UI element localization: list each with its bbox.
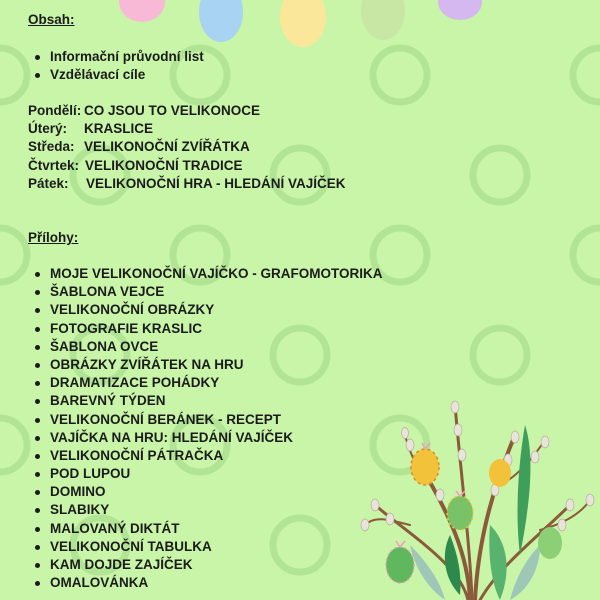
list-item: POD LUPOU bbox=[50, 465, 383, 483]
list-item: Informační průvodní list bbox=[50, 48, 204, 66]
overview-heading: Obsah: bbox=[28, 12, 75, 27]
easter-egg-icon bbox=[489, 459, 511, 487]
list-item: ŠABLONA VEJCE bbox=[50, 283, 383, 301]
easter-bouquet-illustration bbox=[350, 395, 600, 600]
list-item: DOMINO bbox=[50, 483, 383, 501]
list-item: SLABIKY bbox=[50, 501, 383, 519]
attachments-heading: Přílohy: bbox=[28, 230, 79, 245]
list-item: VELIKONOČNÍ OBRÁZKY bbox=[50, 301, 383, 319]
overview-list bbox=[50, 48, 204, 84]
day-topic: KRASLICE bbox=[84, 121, 154, 137]
list-item: OMALOVÁNKA bbox=[50, 574, 383, 592]
day-label: Pátek: bbox=[28, 175, 69, 191]
easter-egg-icon bbox=[411, 449, 439, 485]
list-item: BAREVNÝ TÝDEN bbox=[50, 392, 383, 410]
list-item: Vzdělávací cíle bbox=[50, 66, 204, 84]
easter-egg-icon bbox=[538, 527, 562, 559]
day-topic: VELIKONOČNÍ HRA - HLEDÁNÍ VAJÍČEK bbox=[86, 175, 346, 191]
attachments-list bbox=[50, 265, 383, 592]
list-item: DRAMATIZACE POHÁDKY bbox=[50, 374, 383, 392]
list-item: ŠABLONA OVCE bbox=[50, 338, 383, 356]
easter-egg-icon bbox=[386, 547, 414, 583]
day-label: Úterý: bbox=[28, 121, 68, 137]
list-item: FOTOGRAFIE KRASLIC bbox=[50, 320, 383, 338]
list-item: KAM DOJDE ZAJÍČEK bbox=[50, 556, 383, 574]
list-item: MOJE VELIKONOČNÍ VAJÍČKO - GRAFOMOTORIKA bbox=[50, 265, 383, 283]
day-label: Středa: bbox=[28, 139, 75, 155]
list-item: VAJÍČKA NA HRU: HLEDÁNÍ VAJÍČEK bbox=[50, 429, 383, 447]
list-item: OBRÁZKY ZVÍŘÁTEK NA HRU bbox=[50, 356, 383, 374]
day-topic: VELIKONOČNÍ TRADICE bbox=[85, 157, 243, 173]
day-label: Čtvrtek: bbox=[28, 157, 80, 173]
list-item: VELIKONOČNÍ PÁTRAČKA bbox=[50, 447, 383, 465]
easter-egg-icon bbox=[447, 496, 473, 530]
list-item: MALOVANÝ DIKTÁT bbox=[50, 520, 383, 538]
day-topic: VELIKONOČNÍ ZVÍŘÁTKA bbox=[84, 139, 250, 155]
day-topic: CO JSOU TO VELIKONOCE bbox=[84, 103, 261, 118]
list-item: VELIKONOČNÍ TABULKA bbox=[50, 538, 383, 556]
list-item: VELIKONOČNÍ BERÁNEK - RECEPT bbox=[50, 411, 383, 429]
day-label: Pondělí: bbox=[28, 103, 82, 118]
